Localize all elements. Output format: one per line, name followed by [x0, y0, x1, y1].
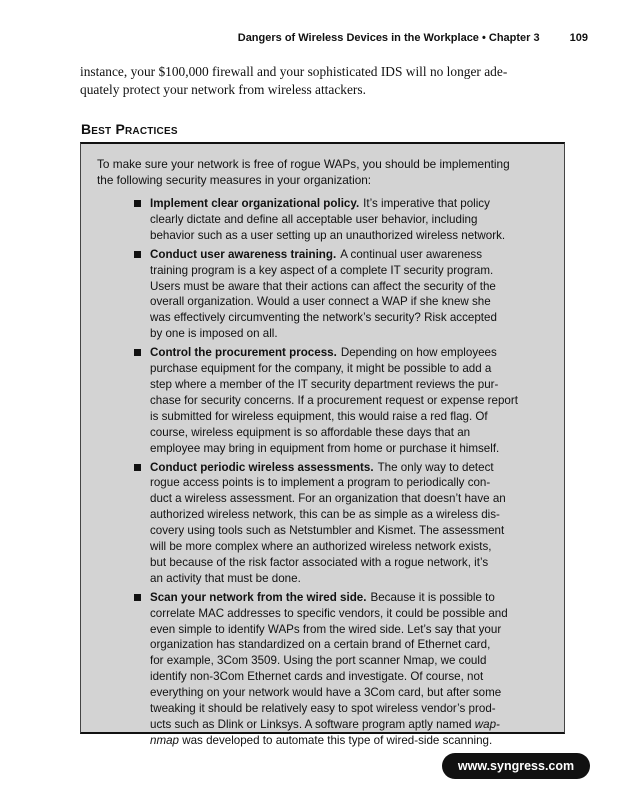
bullet-text: is submitted for wireless equipment, this would raise a red flag. Of — [150, 409, 488, 423]
bullet-list — [124, 196, 559, 752]
bullet-text: was developed to automate this type of wired-side scanning. — [179, 733, 493, 747]
square-bullet-icon — [134, 594, 141, 601]
bullet-line — [150, 263, 559, 279]
bullet-text: behavior such as a user setting up an unauthorized wireless network. — [150, 228, 506, 242]
intro-line: quately protect your network from wireless attackers. — [80, 82, 366, 97]
bullet-line — [150, 571, 559, 587]
bullet-line — [150, 475, 559, 491]
bullet-text: employee may bring in equipment from home or purchase it himself. — [150, 441, 500, 455]
bullet-line — [150, 669, 559, 685]
box-intro — [97, 156, 510, 188]
bullet-text: for example, 3Com 3509. Using the port scanner Nmap, we could — [150, 654, 487, 668]
bullet-line — [150, 212, 559, 228]
bullet-line — [150, 377, 559, 393]
bullet-title: Conduct user awareness training. — [150, 247, 337, 261]
bullet-text: even simple to identify WAPs from the wired side. Let’s say that your — [150, 622, 502, 636]
bullet-line — [150, 294, 559, 310]
bullet-text: Users must be aware that their actions can affect the security of the — [150, 279, 496, 293]
bullet-line — [150, 345, 559, 361]
bullet-line — [150, 733, 559, 749]
bullet-text: by one is imposed on all. — [150, 327, 278, 341]
bullet-line — [150, 685, 559, 701]
bullet-line — [150, 491, 559, 507]
bullet-text: rogue access points is to implement a program to periodically con- — [150, 476, 491, 490]
bullet-text: tweaking it should be relatively easy to spot wireless vendor’s prod- — [150, 702, 496, 716]
intro-paragraph — [80, 63, 550, 99]
bullet-text: but because of the risk factor associated with a rogue network, it’s — [150, 555, 489, 569]
intro-line: instance, your $100,000 firewall and your sophisticated IDS will no longer ade- — [80, 64, 508, 79]
square-bullet-icon — [134, 349, 141, 356]
bullet-item — [124, 345, 559, 456]
bullet-text: step where a member of the IT security department reviews the pur- — [150, 377, 499, 391]
bullet-line — [150, 361, 559, 377]
website-badge: www.syngress.com — [442, 753, 590, 779]
bullet-line — [150, 326, 559, 342]
bullet-text: an activity that must be done. — [150, 571, 301, 585]
bullet-text: was effectively circumventing the network’s security? Risk accepted — [150, 311, 497, 325]
bullet-text: training program is a key aspect of a complete IT security program. — [150, 263, 494, 277]
bullet-text: covery using tools such as Netstumbler and Kismet. The assessment — [150, 524, 505, 538]
bullet-title: Conduct periodic wireless assessments. — [150, 460, 374, 474]
bullet-line — [150, 523, 559, 539]
box-intro-line: To make sure your network is free of rogue WAPs, you should be implementing — [97, 157, 510, 171]
bullet-line — [150, 393, 559, 409]
bullet-text: identify non-3Com Ethernet cards and investigate. Of course, not — [150, 670, 484, 684]
section-heading: Best Practices — [81, 121, 178, 137]
bullet-text: The only way to detect — [377, 460, 494, 474]
bullet-text: A continual user awareness — [340, 247, 482, 261]
bullet-title: Control the procurement process. — [150, 346, 337, 360]
bullet-line — [150, 279, 559, 295]
bullet-line — [150, 441, 559, 457]
bullet-line — [150, 701, 559, 717]
bullet-line — [150, 539, 559, 555]
best-practices-box — [80, 142, 565, 747]
bullet-line — [150, 637, 559, 653]
italic-text: wap- — [474, 718, 500, 731]
bullet-line — [150, 310, 559, 326]
bullet-text: ucts such as Dlink or Linksys. A software program aptly named — [150, 718, 475, 731]
bullet-item — [124, 460, 559, 587]
bullet-text: purchase equipment for the company, it might be possible to add a — [150, 362, 492, 376]
bullet-text: duct a wireless assessment. For an organization that doesn’t have an — [150, 492, 506, 506]
bullet-title: Implement clear organizational policy. — [150, 197, 360, 210]
bullet-line — [150, 460, 559, 476]
bullet-text: authorized wireless network, this can be as simple as a wireless dis- — [150, 508, 500, 522]
bullet-text: It’s imperative that policy — [363, 197, 490, 210]
bullet-text: Depending on how employees — [340, 346, 497, 360]
bullet-line — [150, 507, 559, 523]
bullet-line — [150, 196, 559, 212]
bullet-line — [150, 228, 559, 244]
bullet-text: will be more complex where an authorized wireless network exists, — [150, 540, 492, 554]
bullet-title: Scan your network from the wired side. — [150, 590, 367, 604]
bullet-text: correlate MAC addresses to specific vendors, it could be possible and — [150, 606, 508, 620]
bullet-line — [150, 409, 559, 425]
square-bullet-icon — [134, 251, 141, 258]
bullet-text: clearly dictate and define all acceptable user behavior, including — [150, 212, 478, 226]
bullet-item — [124, 196, 559, 244]
bullet-line — [150, 653, 559, 669]
bullet-text: Because it is possible to — [370, 590, 495, 604]
running-header — [238, 32, 588, 44]
square-bullet-icon — [134, 464, 141, 471]
box-intro-line: the following security measures in your organization: — [97, 173, 372, 187]
page-number: 109 — [569, 32, 588, 44]
bullet-line — [150, 555, 559, 571]
bullet-line — [150, 622, 559, 638]
square-bullet-icon — [134, 200, 141, 207]
bullet-text: overall organization. Would a user connect a WAP if she knew she — [150, 295, 491, 309]
bullet-line — [150, 606, 559, 622]
bullet-line — [150, 590, 559, 606]
bullet-item — [124, 247, 559, 342]
bullet-text: organization has standardized on a certain brand of Ethernet card, — [150, 638, 491, 652]
bullet-line — [150, 247, 559, 263]
bullet-text: everything on your network would have a 3Com card, but after some — [150, 686, 502, 700]
bullet-item — [124, 590, 559, 749]
running-title: Dangers of Wireless Devices in the Workplace • Chapter 3 — [237, 32, 540, 44]
bullet-line — [150, 717, 559, 733]
bullet-text: course, wireless equipment is so affordable these days that an — [150, 425, 471, 439]
bullet-text: chase for security concerns. If a procurement request or expense report — [150, 393, 518, 407]
bullet-line — [150, 425, 559, 441]
italic-text: nmap — [150, 733, 180, 747]
